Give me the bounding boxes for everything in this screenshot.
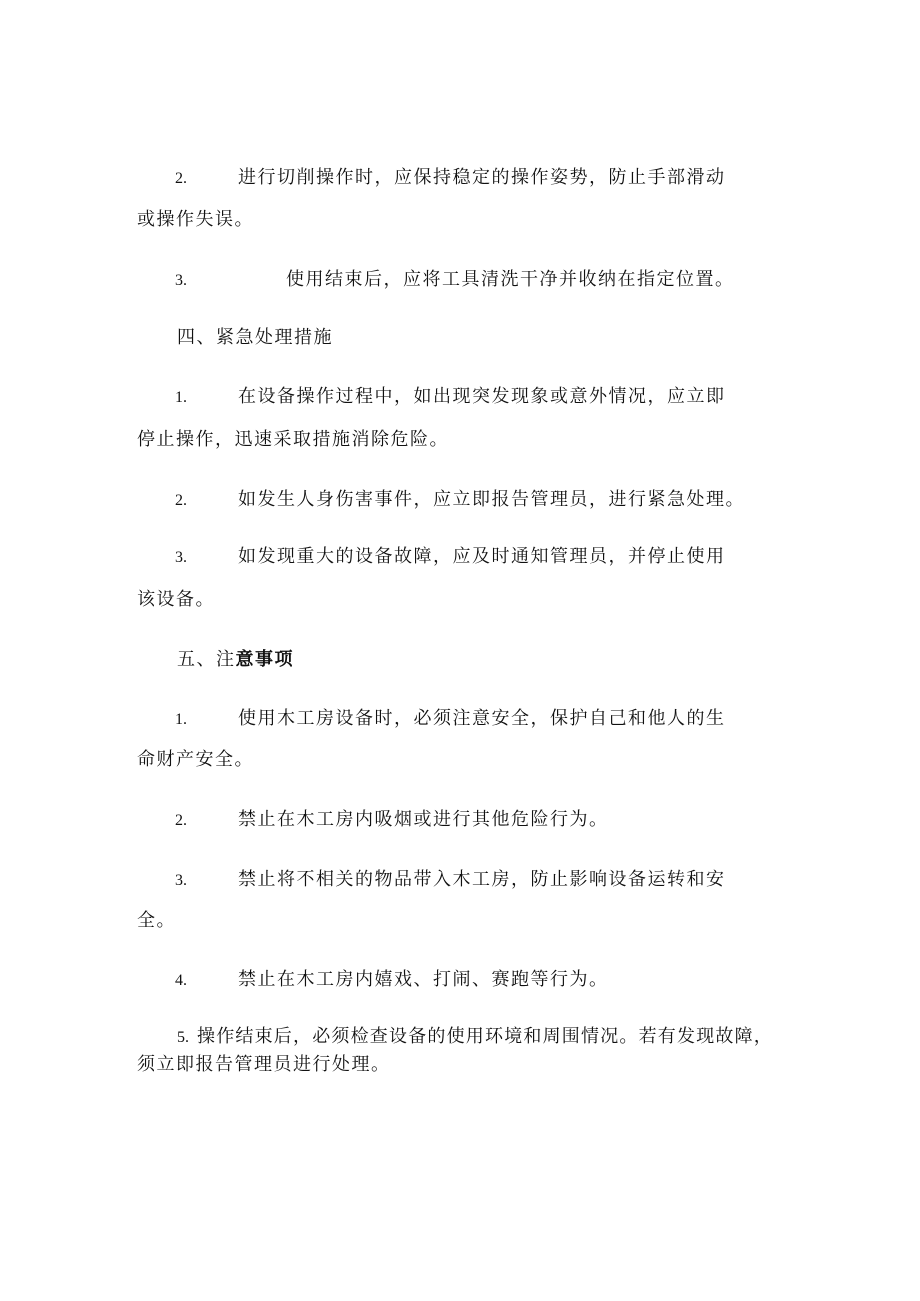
item-text: 使用结束后，应将工具清洗干净并收纳在指定位置。 (286, 269, 735, 290)
item-text-continued: 命财产安全。 (137, 749, 254, 770)
item-number: 3. (175, 872, 187, 889)
item-number: 4. (175, 972, 187, 989)
item-text: 如发生人身伤害事件，应立即报告管理员，进行紧急处理。 (238, 489, 745, 510)
item-text: 操作结束后，必须检查设备的使用环境和周围情况。若有发现故障， (197, 1026, 773, 1047)
item-text-continued: 全。 (137, 910, 176, 931)
item-text: 禁止将不相关的物品带入木工房，防止影响设备运转和安 (238, 869, 726, 890)
section-heading-notes-plain: 五、注 (177, 649, 236, 670)
item-text: 禁止在木工房内嬉戏、打闹、赛跑等行为。 (238, 969, 609, 990)
item-text-continued: 停止操作，迅速采取措施消除危险。 (137, 429, 449, 450)
item-text-continued: 须立即报告管理员进行处理。 (137, 1054, 391, 1075)
item-number: 2. (175, 170, 187, 187)
item-number: 1. (175, 389, 187, 406)
item-text-continued: 或操作失误。 (137, 209, 254, 230)
item-text: 进行切削操作时，应保持稳定的操作姿势，防止手部滑动 (238, 167, 726, 188)
section-heading-notes-bold: 意事项 (235, 649, 294, 670)
item-number: 1. (175, 711, 187, 728)
item-text: 如发现重大的设备故障，应及时通知管理员，并停止使用 (238, 546, 726, 567)
section-heading-emergency: 四、紧急处理措施 (177, 327, 333, 348)
item-number: 3. (175, 272, 187, 289)
item-text: 在设备操作过程中，如出现突发现象或意外情况，应立即 (238, 386, 726, 407)
section-heading-notes (177, 648, 294, 672)
item-number: 2. (175, 812, 187, 829)
item-number: 2. (175, 492, 187, 509)
item-number: 3. (175, 549, 187, 566)
item-number: 5. (177, 1029, 189, 1046)
item-text-continued: 该设备。 (137, 589, 215, 610)
item-text: 使用木工房设备时，必须注意安全，保护自己和他人的生 (238, 708, 726, 729)
item-text: 禁止在木工房内吸烟或进行其他危险行为。 (238, 809, 609, 830)
